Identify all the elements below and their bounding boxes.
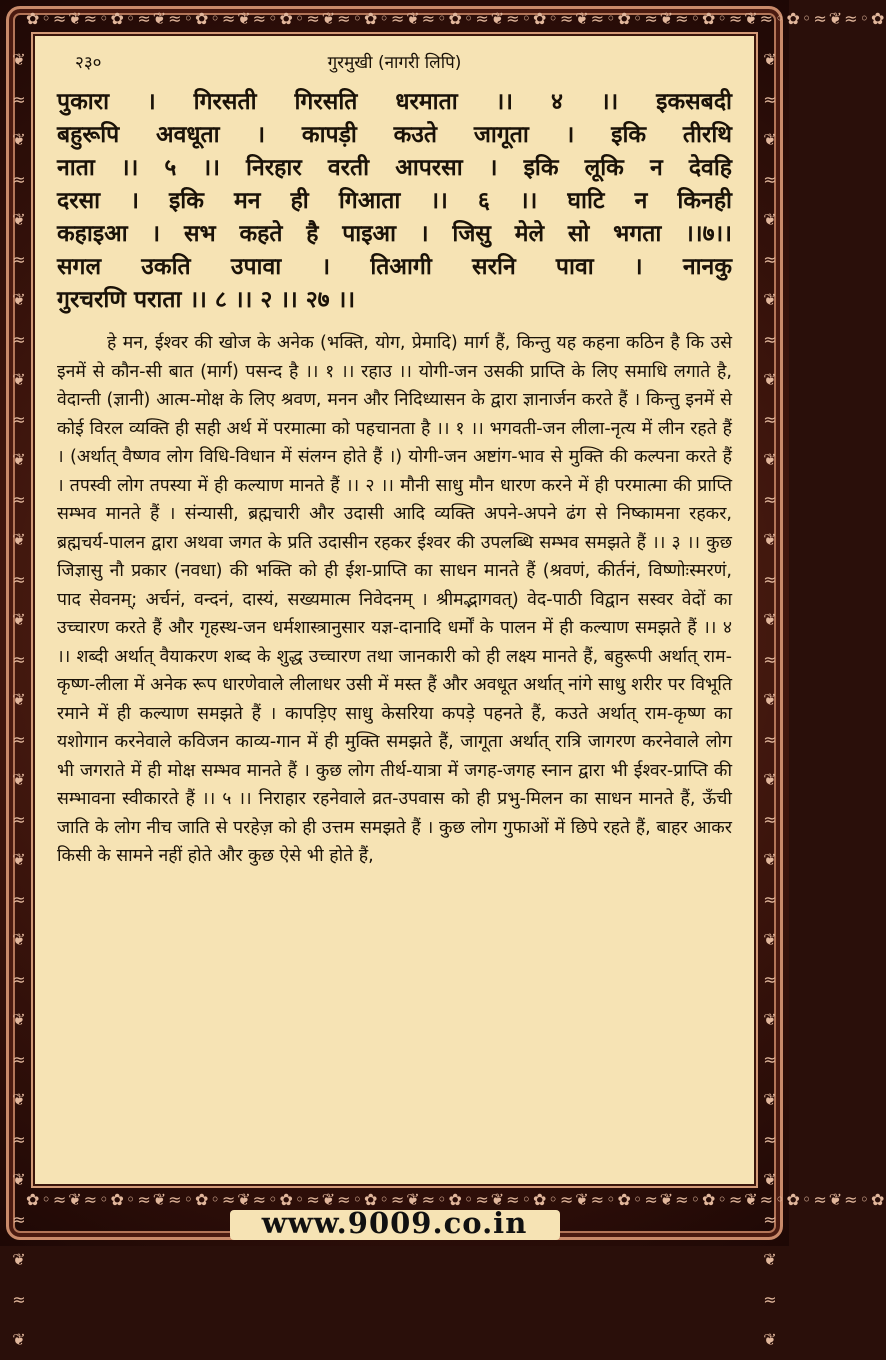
running-title: गुरमुखी (नागरी लिपि) (327, 53, 462, 73)
verse-line: कहाइआ । सभ कहते है पाइआ । जिसु मेले सो भगता ।।७।। (57, 221, 732, 247)
footer-url[interactable]: www.9009.co.in (261, 1206, 528, 1240)
border-pattern-bottom: ✿◦≈❦≈◦✿◦≈❦≈◦✿◦≈❦≈◦✿◦≈❦≈◦✿◦≈❦≈◦✿◦≈❦≈◦✿◦≈❦≈◦✿◦≈❦≈◦✿◦≈❦≈◦✿◦≈❦≈◦✿ (26, 1190, 886, 1209)
verse-block (57, 86, 732, 317)
border-pattern-top: ✿◦≈❦≈◦✿◦≈❦≈◦✿◦≈❦≈◦✿◦≈❦≈◦✿◦≈❦≈◦✿◦≈❦≈◦✿◦≈❦≈◦✿◦≈❦≈◦✿◦≈❦≈◦✿◦≈❦≈◦✿ (26, 9, 886, 28)
verse-line: दरसा । इकि मन ही गिआता ।। ६ ।। घाटि न किनही (57, 188, 732, 214)
page-header (57, 46, 732, 76)
verse-line: गुरचरणि पराता ।। ८ ।। २ ।। २७ ।। (57, 287, 356, 313)
book-page (35, 36, 754, 1184)
verse-line: नाता ।। ५ ।। निरहार वरती आपरसा । इकि लूकि न देवहि (57, 155, 732, 181)
page-number: २३० (75, 53, 102, 73)
verse-line: बहुरूपि अवधूता । कापड़ी कउते जागूता । इकि तीरथि (57, 122, 732, 148)
verse-line: सगल उकति उपावा । तिआगी सरनि पावा । नानकु (57, 254, 732, 280)
border-pattern-left: ❦ ≈ ❦ ≈ ❦ ≈ ❦ ≈ ❦ ≈ ❦ ≈ ❦ ≈ ❦ ≈ ❦ ≈ ❦ ≈ ❦ ≈ ❦ ≈ ❦ ≈ ❦ ≈ ❦ ≈ ❦ ≈ ❦ (12, 50, 26, 1349)
border-pattern-right: ❦ ≈ ❦ ≈ ❦ ≈ ❦ ≈ ❦ ≈ ❦ ≈ ❦ ≈ ❦ ≈ ❦ ≈ ❦ ≈ ❦ ≈ ❦ ≈ ❦ ≈ ❦ ≈ ❦ ≈ ❦ ≈ ❦ (763, 50, 777, 1349)
verse-line: पुकारा । गिरसती गिरसति धरमाता ।। ४ ।। इकसबदी (57, 89, 732, 115)
commentary-paragraph: हे मन, ईश्वर की खोज के अनेक (भक्ति, योग, प्रेमादि) मार्ग हैं, किन्तु यह कहना कठिन है कि उसे इनमें से कौन-सी बात (मार्ग) पसन्द है ।। १ ।। रहाउ ।। योगी-जन उसकी प्राप्ति के लिए समाधि लगाते है, वेदान्ती (ज्ञानी) आत्म-मोक्ष के लिए श्रवण, मनन और निदिध्यासन के द्वारा ज्ञानार्जन करते हैं । किन्तु इनमें से कोई विरल व्यक्ति ही सही अर्थ में परमात्मा को पहचानता है ।। १ ।। भगवती-जन लीला-नृत्य में लीन रहते हैं । (अर्थात् वैष्णव लोग विधि-विधान में संलग्न होते हैं ।) योगी-जन अष्टांग-भाव से मुक्ति की कल्पना करते हैं । तपस्वी लोग तपस्या में ही कल्याण मानते हैं ।। २ ।। मौनी साधु मौन धारण करने में ही परमात्मा की प्राप्ति सम्भव मानते हैं । संन्यासी, ब्रह्मचारी और उदासी आदि व्यक्ति अपने-अपने ढंग से निष्कामना रहकर, ब्रह्मचर्य-पालन द्वारा अथवा जगत के प्रति उदासीन रहकर ईश्वर की उपलब्धि सम्भव समझते हैं ।। ३ ।। कुछ जिज्ञासु नौ प्रकार (नवधा) की भक्ति को ही ईश-प्राप्ति का साधन मानते हैं (श्रवणं, कीर्तनं, विष्णोःस्मरणं, पाद सेवनम्; अर्चनं, वन्दनं, दास्यं, सख्यमात्म निवेदनम् । श्रीमद्भागवत्) वेद-पाठी विद्वान सस्वर वेदों का उच्चारण करते हैं और गृहस्थ-जन धर्मशास्त्रानुसार यज्ञ-दानादि धर्मों के पालन में ही कल्याण समझते हैं ।। ४ ।। शब्दी अर्थात् वैयाकरण शब्द के शुद्ध उच्चारण तथा जानकारी को ही लक्ष्य मानते हैं, बहुरूपी अर्थात् राम-कृष्ण-लीला में अनेक रूप धारणेवाले लीलाधर उसी में मस्त हैं और अवधूत अर्थात् नांगे साधु शरीर पर विभूति रमाने में ही कल्याण समझते हैं । कापड़िए साधु केसरिया कपड़े पहनते हैं, कउते अर्थात् राम-कृष्ण का यशोगान करनेवाले कविजन काव्य-गान में ही मुक्ति समझते हैं, जागूता अर्थात् रात्रि जागरण करनेवाले लोग भी जगराते में ही मोक्ष सम्भव मानते हैं । कुछ लोग तीर्थ-यात्रा में जगह-जगह स्नान द्वारा भी ईश्वर-प्राप्ति की सम्भावना स्वीकारते हैं ।। ५ ।। निराहार रहनेवाले व्रत-उपवास को ही प्रभु-मिलन का साधन मानते हैं, ऊँची जाति के लोग नीच जाति से परहेज़ को ही उत्तम समझते हैं । कुछ लोग गुफाओं में छिपे रहते हैं, बाहर आकर किसी के सामने नहीं होते और कुछ ऐसे भी होते हैं, (57, 333, 732, 866)
